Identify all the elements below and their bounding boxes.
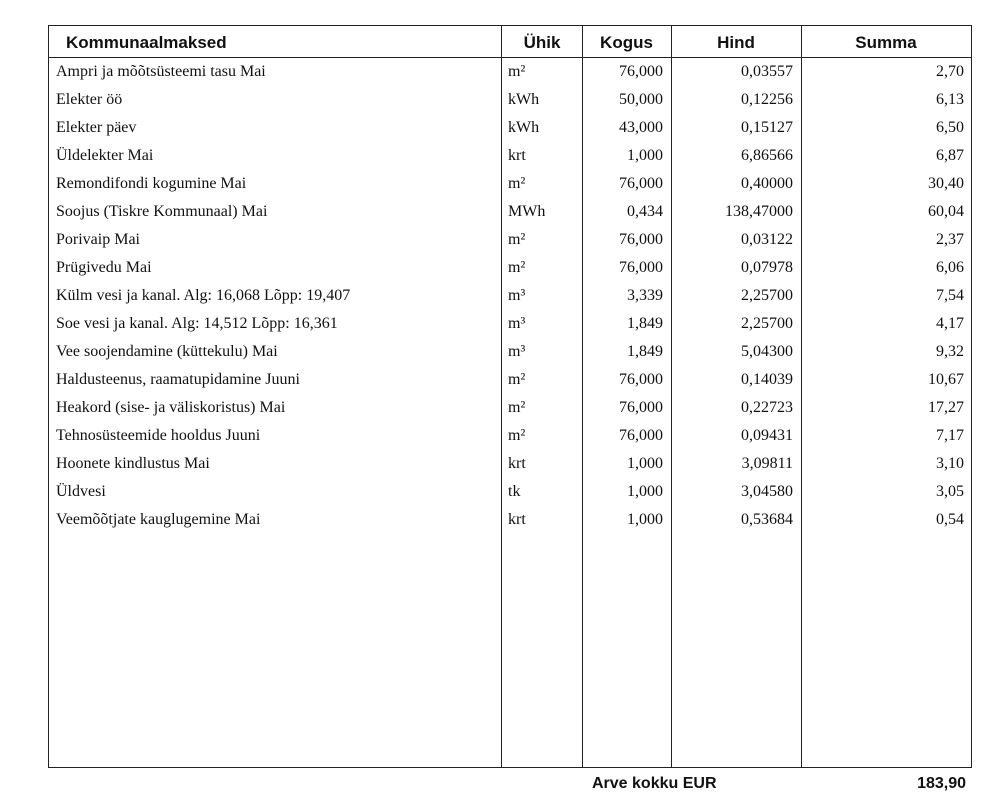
- row-price: 6,86566: [741, 147, 793, 164]
- row-quantity: 1,000: [627, 511, 663, 528]
- table-row: [49, 58, 971, 86]
- table-row: [49, 226, 971, 254]
- row-sum: 60,04: [928, 203, 964, 220]
- row-unit: m²: [508, 175, 526, 192]
- row-name: Külm vesi ja kanal. Alg: 16,068 Lõpp: 19,407: [56, 287, 351, 304]
- row-unit: m²: [508, 259, 526, 276]
- row-sum: 3,05: [936, 483, 964, 500]
- header-price: Hind: [717, 33, 755, 52]
- table-row: [49, 338, 971, 366]
- row-price: 138,47000: [725, 203, 793, 220]
- row-quantity: 0,434: [627, 203, 663, 220]
- table-row: [49, 450, 971, 478]
- row-unit: tk: [508, 483, 521, 500]
- row-name: Üldvesi: [56, 483, 106, 500]
- row-price: 0,12256: [741, 91, 793, 108]
- row-name: Heakord (sise- ja väliskoristus) Mai: [56, 399, 286, 416]
- header-name: Kommunaalmaksed: [66, 33, 227, 52]
- table-row: [49, 254, 971, 282]
- row-unit: m²: [508, 371, 526, 388]
- row-price: 2,25700: [741, 287, 793, 304]
- row-sum: 10,67: [928, 371, 964, 388]
- row-name: Porivaip Mai: [56, 231, 140, 248]
- table-row: [49, 114, 971, 142]
- row-unit: m²: [508, 231, 526, 248]
- row-price: 3,09811: [741, 455, 793, 472]
- row-quantity: 1,000: [627, 455, 663, 472]
- table-row: [49, 170, 971, 198]
- row-price: 3,04580: [741, 483, 793, 500]
- row-quantity: 76,000: [619, 427, 663, 444]
- table-row: [49, 506, 971, 534]
- row-name: Soe vesi ja kanal. Alg: 14,512 Lõpp: 16,361: [56, 315, 338, 332]
- row-price: 0,03557: [741, 63, 793, 80]
- table-header: [49, 26, 971, 58]
- table-row: [49, 366, 971, 394]
- row-unit: krt: [508, 455, 526, 472]
- row-sum: 0,54: [936, 511, 964, 528]
- row-name: Ampri ja mõõtsüsteemi tasu Mai: [56, 63, 266, 80]
- row-sum: 6,13: [936, 91, 964, 108]
- total-label: Arve kokku EUR: [592, 775, 717, 792]
- table-row: [49, 310, 971, 338]
- row-unit: MWh: [508, 203, 546, 220]
- row-price: 0,53684: [741, 511, 793, 528]
- row-price: 0,22723: [741, 399, 793, 416]
- row-unit: m³: [508, 287, 526, 304]
- row-name: Hoonete kindlustus Mai: [56, 455, 210, 472]
- row-sum: 30,40: [928, 175, 964, 192]
- row-unit: m²: [508, 63, 526, 80]
- row-name: Haldusteenus, raamatupidamine Juuni: [56, 371, 300, 388]
- row-price: 0,40000: [741, 175, 793, 192]
- row-name: Soojus (Tiskre Kommunaal) Mai: [56, 203, 268, 220]
- row-unit: krt: [508, 511, 526, 528]
- row-quantity: 76,000: [619, 175, 663, 192]
- row-unit: m³: [508, 315, 526, 332]
- row-quantity: 3,339: [627, 287, 663, 304]
- row-name: Üldelekter Mai: [56, 147, 154, 164]
- row-sum: 3,10: [936, 455, 964, 472]
- header-sum: Summa: [855, 33, 917, 52]
- row-sum: 17,27: [928, 399, 964, 416]
- row-price: 0,03122: [741, 231, 793, 248]
- row-quantity: 1,000: [627, 147, 663, 164]
- row-quantity: 1,000: [627, 483, 663, 500]
- row-name: Remondifondi kogumine Mai: [56, 175, 247, 192]
- row-unit: m²: [508, 427, 526, 444]
- row-sum: 7,17: [936, 427, 964, 444]
- row-price: 2,25700: [741, 315, 793, 332]
- row-quantity: 1,849: [627, 343, 663, 360]
- row-quantity: 76,000: [619, 259, 663, 276]
- total-value: 183,90: [917, 775, 966, 792]
- table-row: [49, 422, 971, 450]
- row-sum: 6,06: [936, 259, 964, 276]
- row-price: 5,04300: [741, 343, 793, 360]
- row-unit: krt: [508, 147, 526, 164]
- table-row: [49, 282, 971, 310]
- table-body: [49, 58, 971, 534]
- table-row: [49, 198, 971, 226]
- row-quantity: 43,000: [619, 119, 663, 136]
- row-quantity: 50,000: [619, 91, 663, 108]
- row-name: Veemõõtjate kauglugemine Mai: [56, 511, 261, 528]
- header-quantity: Kogus: [600, 33, 653, 52]
- row-unit: m²: [508, 399, 526, 416]
- table-row: [49, 394, 971, 422]
- row-quantity: 76,000: [619, 231, 663, 248]
- row-name: Elekter öö: [56, 91, 123, 108]
- row-sum: 4,17: [936, 315, 964, 332]
- row-sum: 9,32: [936, 343, 964, 360]
- row-price: 0,07978: [741, 259, 793, 276]
- row-unit: kWh: [508, 119, 540, 136]
- header-unit: Ühik: [523, 33, 561, 52]
- row-unit: kWh: [508, 91, 540, 108]
- row-name: Prügivedu Mai: [56, 259, 152, 276]
- row-price: 0,09431: [741, 427, 793, 444]
- row-sum: 2,37: [936, 231, 964, 248]
- row-quantity: 76,000: [619, 399, 663, 416]
- row-unit: m³: [508, 343, 526, 360]
- row-price: 0,15127: [741, 119, 793, 136]
- utility-charges-table: [48, 25, 972, 768]
- row-price: 0,14039: [741, 371, 793, 388]
- table-row: [49, 86, 971, 114]
- row-sum: 7,54: [936, 287, 964, 304]
- row-quantity: 1,849: [627, 315, 663, 332]
- row-name: Tehnosüsteemide hooldus Juuni: [56, 427, 261, 444]
- row-quantity: 76,000: [619, 63, 663, 80]
- row-name: Elekter päev: [56, 119, 137, 136]
- table-row: [49, 478, 971, 506]
- row-quantity: 76,000: [619, 371, 663, 388]
- row-sum: 2,70: [936, 63, 964, 80]
- row-name: Vee soojendamine (küttekulu) Mai: [56, 343, 278, 360]
- row-sum: 6,87: [936, 147, 964, 164]
- table-row: [49, 142, 971, 170]
- row-sum: 6,50: [936, 119, 964, 136]
